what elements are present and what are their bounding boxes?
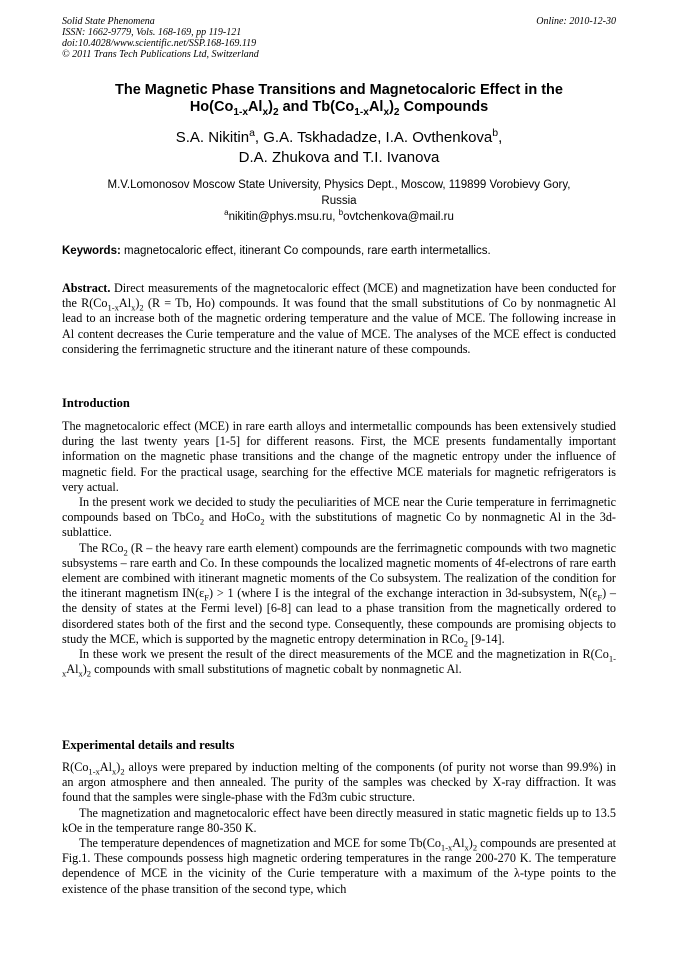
para-text: Al (66, 662, 79, 677)
para-sub: F (597, 592, 603, 603)
author-name: S.A. Nikitin (175, 129, 250, 146)
para-text: The temperature dependences of magnetization and MCE for some Tb(Co (79, 836, 441, 851)
title-line-1: The Magnetic Phase Transitions and Magnetocaloric Effect in the (115, 82, 563, 98)
para-text: Al (452, 836, 465, 851)
title-part: Al (368, 99, 384, 115)
title-part: and Tb(Co (278, 99, 355, 115)
experimental-body (62, 760, 616, 897)
abstract-sub: 2 (139, 302, 144, 313)
title-part: Ho(Co (189, 99, 234, 115)
email-sup: b (338, 208, 344, 218)
author-list (62, 128, 616, 168)
affiliation-line-1: M.V.Lomonosov Moscow State University, Physics Dept., Moscow, 119899 Vorobievy Gory, (107, 179, 571, 191)
author-sep: , (498, 129, 503, 146)
title-sub: 1-x (354, 106, 369, 118)
para-sub: 1-x (88, 766, 100, 777)
para-sub: 2 (199, 516, 205, 527)
para-text: ) (468, 836, 473, 851)
para-sub: 2 (463, 638, 469, 649)
para-sub: 1-x (62, 653, 616, 679)
para-text: with the substitutions of magnetic Co by nonmagnetic Al in the 3d-sublattice. (62, 510, 616, 540)
abstract-text: Direct measurements of the magnetocaloric effect (MCE) and magnetization have been conducted for the R(Co (62, 281, 616, 311)
para-sub: x (78, 668, 83, 679)
para-text: ) – the density of states at the Fermi level) [6-8] can lead to a phase transition from the magnetically ordered to disordered states both of the first and the second type. Consequently, these compounds are promising objects to study the MCE, which is supported by the magnetic entropy determination in RCo (62, 586, 617, 646)
title-part: Al (247, 99, 263, 115)
paragraph: The magnetocaloric effect (MCE) in rare earth alloys and intermetallic compounds has been extensively studied during the last twenty years [1-5] for different reasons. First, the MCE presents fundamentally important information on the magnetic phase transitions and the change of the magnetic entropy under the influence of magnetic field. For the practical usage, searching for the effective MCE materials for magnetic refrigerators is very actual. (62, 419, 616, 494)
paragraph (62, 541, 616, 647)
journal-doi: doi:10.4028/www.scientific.net/SSP.168-169.119 (62, 38, 257, 49)
abstract (62, 281, 616, 357)
online-date: Online: 2010-12-30 (536, 16, 616, 27)
email-link[interactable]: nikitin@phys.msu.ru, (228, 211, 339, 223)
title-sub: 2 (393, 106, 400, 118)
paper-title (62, 82, 616, 116)
title-line-2 (62, 99, 616, 116)
abstract-text: ) (135, 296, 140, 311)
title-part: ) (268, 99, 273, 115)
author-name: , G.A. Tskhadadze, I.A. Ovthenkova (254, 129, 493, 146)
author-sup: b (492, 127, 499, 139)
para-text: R(Co (62, 760, 89, 774)
affiliation (62, 177, 616, 209)
journal-name: Solid State Phenomena (62, 16, 155, 27)
para-text: compounds with small substitutions of magnetic cobalt by nonmagnetic Al. (91, 662, 462, 677)
para-sub: 2 (86, 668, 92, 679)
para-sub: 1-x (440, 842, 453, 853)
para-sub: x (464, 842, 469, 853)
para-text: compounds are presented at Fig.1. These compounds possess high magnetic ordering temperatures in the range 200-270 K. The temperature dependence of MCE in the vicinity of the Curie temperature with a maximum of the λ-type points to the existence of the phase transition of the second type, which (62, 836, 616, 896)
para-text: In these work we present the result of the direct measurements of the MCE and the magnetization in R(Co (79, 647, 609, 662)
title-sub: x (383, 106, 390, 118)
para-text: and HoCo (204, 510, 261, 525)
email-link[interactable]: ovtchenkova@mail.ru (343, 211, 454, 223)
paragraph (62, 495, 616, 541)
journal-copyright: © 2011 Trans Tech Publications Ltd, Switzerland (62, 49, 259, 60)
paragraph (62, 836, 616, 897)
keywords-label: Keywords: (62, 245, 121, 257)
title-sub: 1-x (233, 106, 248, 118)
title-part: Compounds (399, 99, 489, 115)
paragraph (62, 647, 616, 677)
para-text: In the present work we decided to study the peculiarities of MCE near the Curie temperature in ferrimagnetic compounds based on TbCo (62, 495, 616, 525)
author-emails (62, 210, 616, 224)
authors-line-2: D.A. Zhukova and T.I. Ivanova (238, 149, 440, 166)
keywords (62, 244, 616, 258)
para-text: ) (82, 662, 87, 677)
para-text: ) > 1 (where I is the integral of the exchange interaction in 3d-subsystem, N(ε (209, 586, 598, 601)
para-sub: x (111, 766, 117, 777)
section-heading-experimental: Experimental details and results (62, 738, 235, 752)
abstract-sub: 1-x (107, 302, 119, 313)
email-sup: a (224, 208, 229, 218)
abstract-label: Abstract. (62, 281, 111, 295)
abstract-text: (R = Tb, Ho) compounds. It was found that the small substitutions of Co by nonmagnetic Al lead to an increase both of the magnetic ordering temperature and the value of MCE. The following increase in Al content decreases the Curie temperature and the value of MCE. The analyses of the MCE effect is conducted considering the ferrimagnetic structure and the itinerant nature of these compounds. (62, 296, 616, 356)
para-sub: 2 (123, 547, 128, 558)
affiliation-line-2: Russia (321, 195, 357, 207)
journal-header (62, 16, 616, 60)
para-sub: F (204, 592, 210, 603)
journal-issn: ISSN: 1662-9779, Vols. 168-169, pp 119-121 (62, 27, 242, 38)
title-sub: 2 (272, 106, 279, 118)
authors-line-1 (62, 128, 616, 148)
title-sub: x (262, 106, 269, 118)
author-sup: a (249, 127, 255, 139)
introduction-body (62, 419, 616, 677)
abstract-sub: x (131, 302, 136, 313)
para-text: ) (116, 760, 121, 774)
para-text: Al (99, 760, 112, 774)
title-part: ) (389, 99, 394, 115)
para-sub: 2 (472, 842, 478, 853)
para-sub: 2 (120, 766, 125, 777)
paragraph (62, 760, 616, 806)
para-text: [9-14]. (468, 631, 505, 646)
paragraph: The magnetization and magnetocaloric effect have been directly measured in static magnetic fields up to 13.5 kOe in the temperature range 80-350 K. (62, 805, 616, 835)
para-text: The RCo (79, 540, 124, 555)
keywords-text: magnetocaloric effect, itinerant Co compounds, rare earth intermetallics. (120, 245, 491, 257)
para-text: alloys were prepared by induction melting of the components (of purity not worse than 99.9%) in an argon atmosphere and then annealed. The purity of the samples was checked by X-ray diffraction. It was found that the samples were single-phase with the Fd3m cubic structure. (62, 760, 616, 805)
section-heading-introduction: Introduction (62, 396, 130, 410)
abstract-text: Al (118, 296, 132, 311)
para-text: (R – the heavy rare earth element) compounds are the ferrimagnetic compounds with two magnetic subsystems – rare earth and Co. In these compounds the localized magnetic moments of 4f-electrons of rare earth element are combined with itinerant magnetic moments of the Co subsystem. The realization of the condition for the itinerant magnetism IN(ε (62, 540, 616, 601)
para-sub: 2 (260, 516, 265, 527)
